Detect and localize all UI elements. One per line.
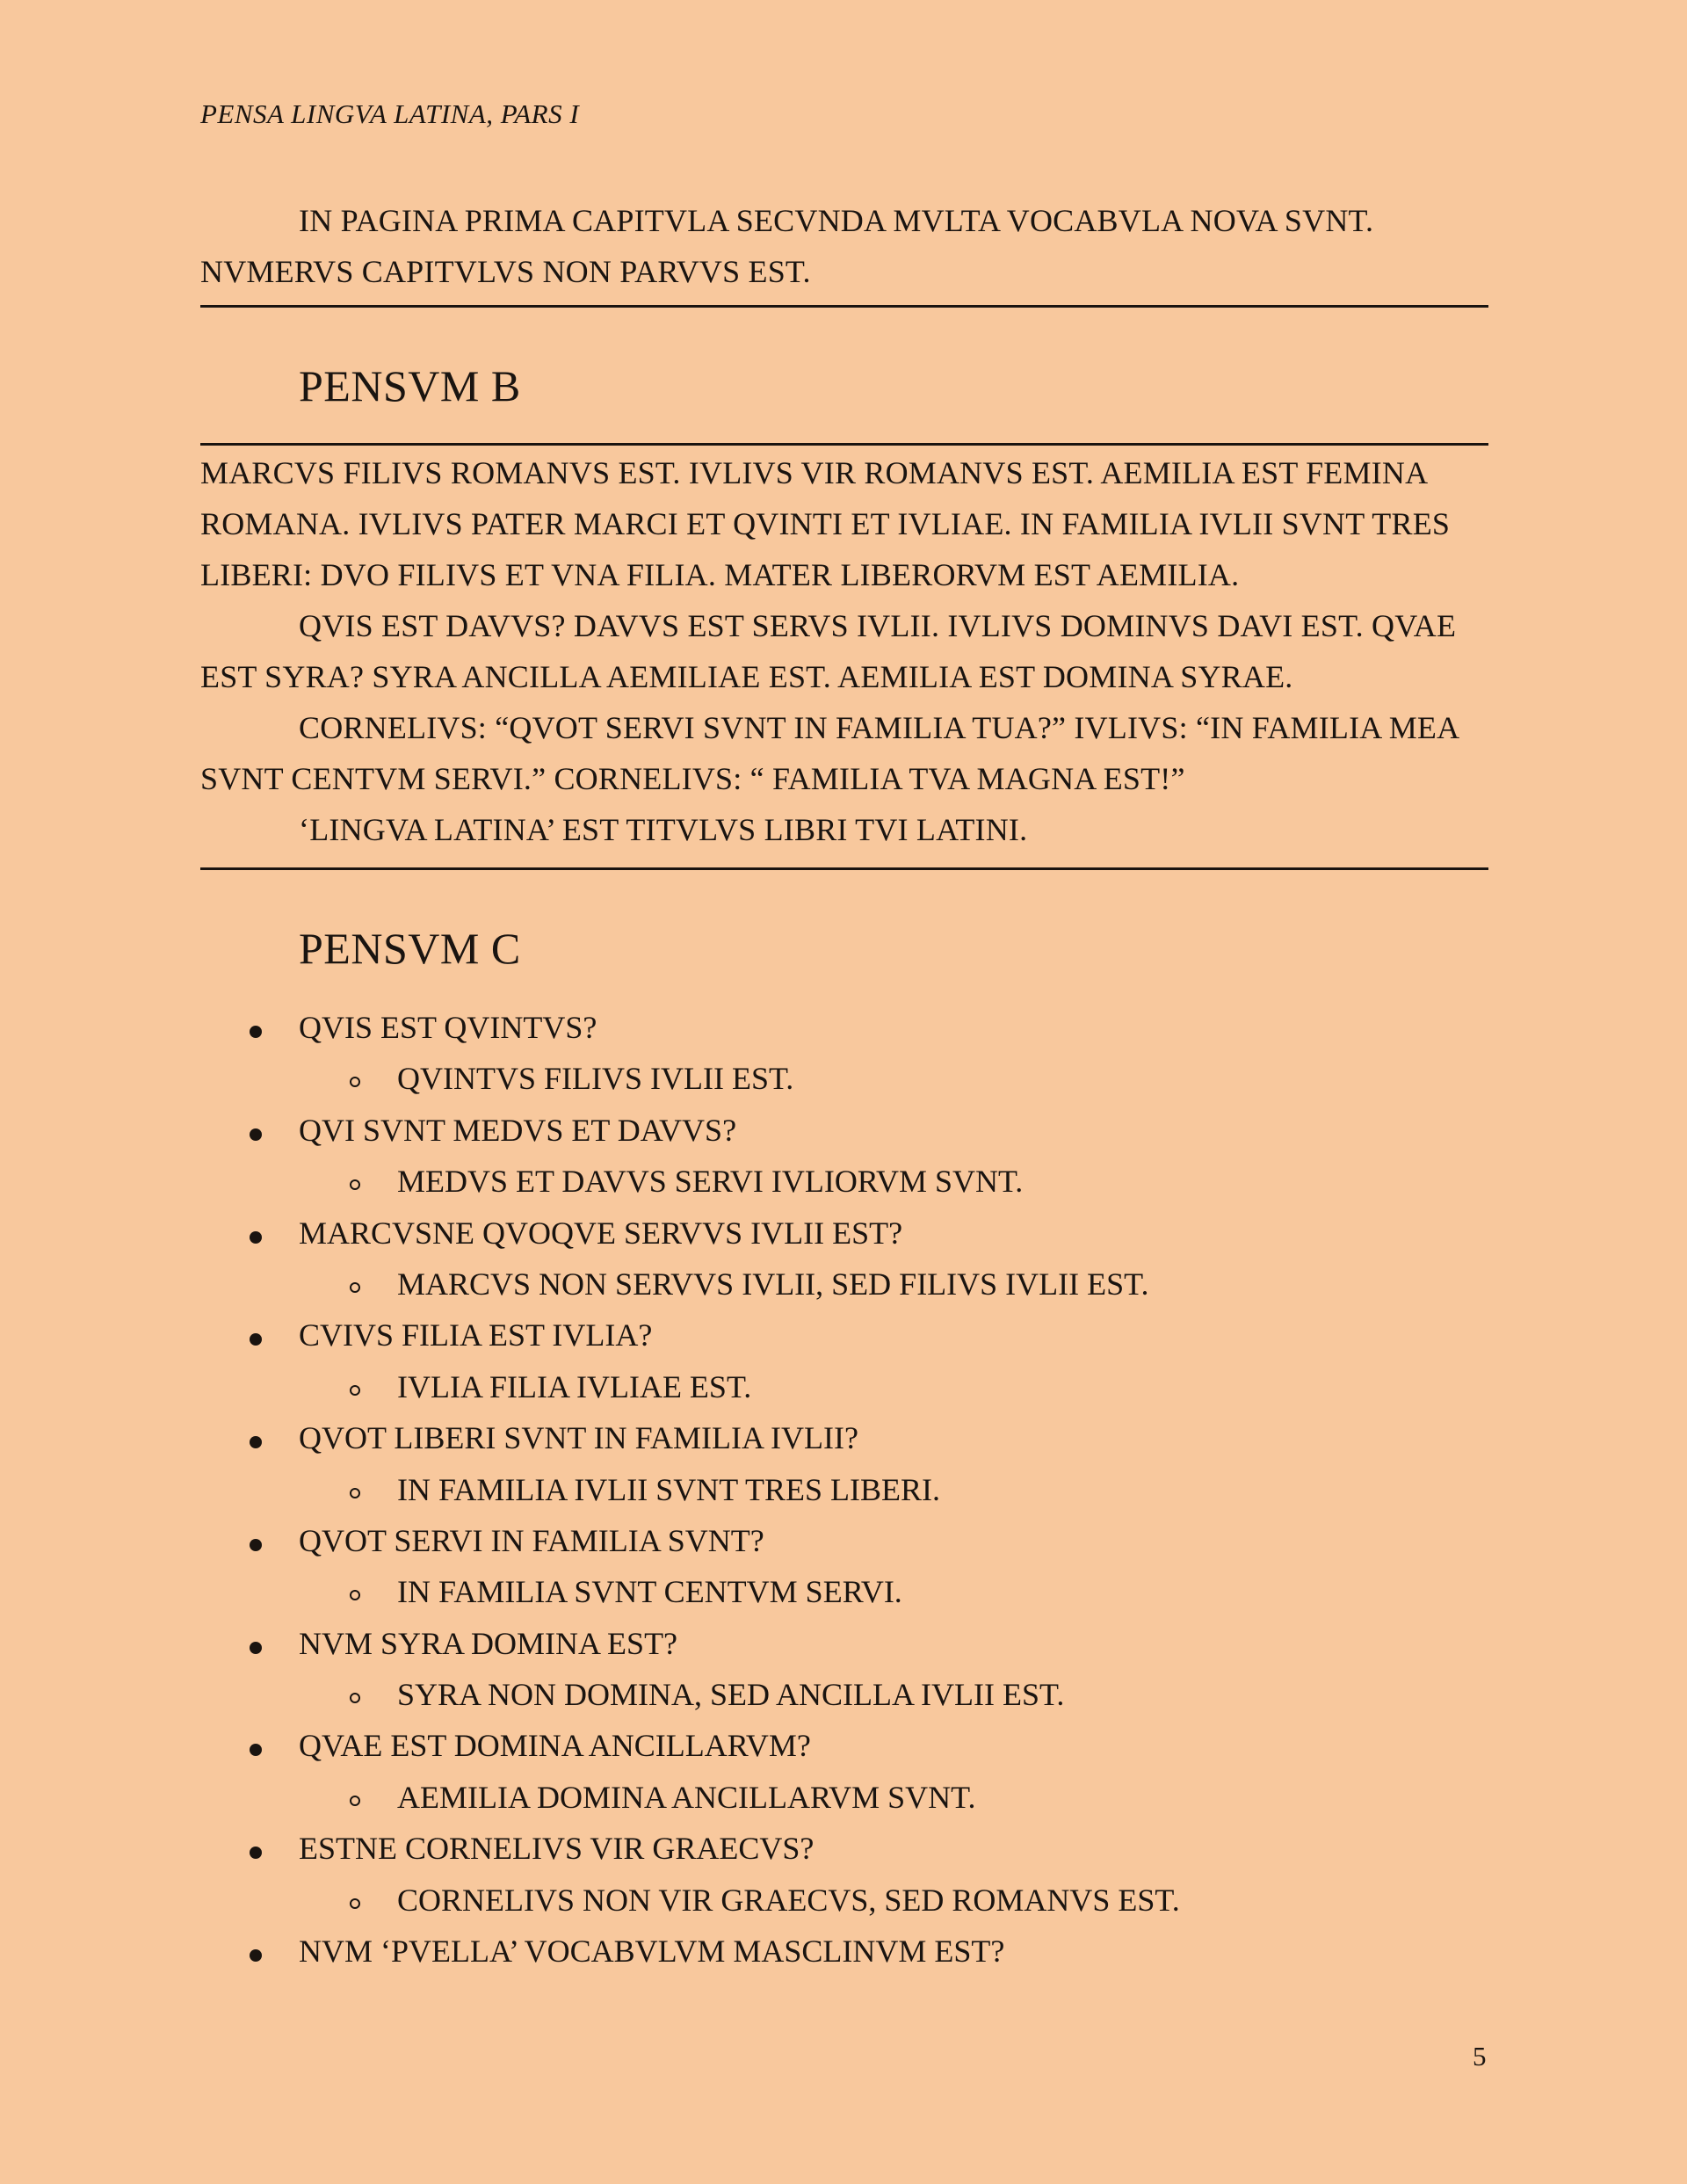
hollow-bullet-icon xyxy=(350,1693,360,1703)
question-text: NVM SYRA DOMINA EST? xyxy=(299,1625,678,1661)
bullet-icon xyxy=(250,1744,262,1756)
list-subitem xyxy=(200,1053,1488,1104)
intro-paragraph xyxy=(200,195,1488,297)
answer-text: QVINTVS FILIVS IVLII EST. xyxy=(397,1061,794,1097)
answer-text: MEDVS ET DAVVS SERVI IVLIORVM SVNT. xyxy=(397,1164,1024,1200)
bullet-icon xyxy=(250,1436,262,1448)
bullet-icon xyxy=(250,1333,262,1346)
page-number: 5 xyxy=(1473,2041,1487,2072)
bullet-icon xyxy=(250,1847,262,1859)
bullet-icon xyxy=(250,1949,262,1962)
pensum-b-paragraph-4: ‘LINGVA LATINA’ EST TITVLVS LIBRI TVI LATINI. xyxy=(299,812,1028,847)
question-text: QVIS EST QVINTVS? xyxy=(299,1010,597,1045)
section-divider xyxy=(200,867,1488,870)
question-text: ESTNE CORNELIVS VIR GRAECVS? xyxy=(299,1831,815,1867)
list-subitem xyxy=(200,1464,1488,1515)
section-divider xyxy=(200,305,1488,308)
bullet-icon xyxy=(250,1128,262,1141)
bullet-icon xyxy=(250,1539,262,1551)
bullet-icon xyxy=(250,1026,262,1038)
pensum-b-paragraph-1: MARCVS FILIVS ROMANVS EST. IVLIVS VIR ROMANVS EST. AEMILIA EST FEMINA ROMANA. IVLIVS PATER MARCI ET QVINTI ET IVLIAE. IN FAMILIA IVLII SVNT TRES LIBERI: DVO FILIVS ET VNA FILIA. MATER LIBERORVM EST AEMILIA. xyxy=(200,455,1451,592)
list-subitem xyxy=(200,1259,1488,1310)
answer-text: IN FAMILIA SVNT CENTVM SERVI. xyxy=(397,1574,902,1610)
pensum-b-paragraph-2: QVIS EST DAVVS? DAVVS EST SERVS IVLII. IVLIVS DOMINVS DAVI EST. QVAE EST SYRA? SYRA ANCILLA AEMILIAE EST. AEMILIA EST DOMINA SYRAE. xyxy=(200,608,1457,694)
running-header: PENSA LINGVA LATINA, PARS I xyxy=(200,98,580,129)
list-item xyxy=(200,1208,1488,1259)
hollow-bullet-icon xyxy=(350,1590,360,1600)
list-item xyxy=(200,1412,1488,1463)
list-item xyxy=(200,1720,1488,1771)
list-item xyxy=(200,1310,1488,1360)
answer-text: IVLIA FILIA IVLIAE EST. xyxy=(397,1368,752,1404)
question-text: MARCVSNE QVOQVE SERVVS IVLII EST? xyxy=(299,1215,903,1251)
hollow-bullet-icon xyxy=(350,1179,360,1190)
list-subitem xyxy=(200,1156,1488,1207)
list-item xyxy=(200,1823,1488,1874)
question-text: QVAE EST DOMINA ANCILLARVM? xyxy=(299,1728,811,1764)
question-text: CVIVS FILIA EST IVLIA? xyxy=(299,1317,653,1353)
list-subitem xyxy=(200,1566,1488,1617)
pensum-c-heading: PENSVM C xyxy=(299,924,521,973)
question-text: NVM ‘PVELLA’ VOCABVLVM MASCLINVM EST? xyxy=(299,1934,1005,1970)
list-subitem xyxy=(200,1875,1488,1926)
answer-text: AEMILIA DOMINA ANCILLARVM SVNT. xyxy=(397,1779,976,1815)
question-text: QVI SVNT MEDVS ET DAVVS? xyxy=(299,1112,737,1148)
list-item xyxy=(200,1926,1488,1977)
bullet-icon xyxy=(250,1231,262,1244)
list-subitem xyxy=(200,1669,1488,1720)
hollow-bullet-icon xyxy=(350,1488,360,1498)
question-text: QVOT SERVI IN FAMILIA SVNT? xyxy=(299,1522,764,1558)
list-item xyxy=(200,1105,1488,1156)
pensum-c-list xyxy=(200,1002,1488,1977)
hollow-bullet-icon xyxy=(350,1077,360,1087)
list-subitem xyxy=(200,1772,1488,1823)
list-item xyxy=(200,1515,1488,1566)
answer-text: MARCVS NON SERVVS IVLII, SED FILIVS IVLII EST. xyxy=(397,1266,1149,1302)
bullet-icon xyxy=(250,1642,262,1654)
intro-line-1: IN PAGINA PRIMA CAPITVLA SECVNDA MVLTA VOCABVLA NOVA SVNT. xyxy=(299,203,1374,238)
answer-text: CORNELIVS NON VIR GRAECVS, SED ROMANVS EST. xyxy=(397,1882,1180,1918)
question-text: QVOT LIBERI SVNT IN FAMILIA IVLII? xyxy=(299,1420,858,1456)
section-divider xyxy=(200,443,1488,446)
pensum-b-heading: PENSVM B xyxy=(299,361,521,410)
pensum-b-text xyxy=(200,447,1488,855)
answer-text: IN FAMILIA IVLII SVNT TRES LIBERI. xyxy=(397,1471,940,1507)
hollow-bullet-icon xyxy=(350,1385,360,1396)
hollow-bullet-icon xyxy=(350,1796,360,1806)
intro-line-2: NVMERVS CAPITVLVS NON PARVVS EST. xyxy=(200,254,811,289)
list-item xyxy=(200,1618,1488,1669)
hollow-bullet-icon xyxy=(350,1898,360,1909)
answer-text: SYRA NON DOMINA, SED ANCILLA IVLII EST. xyxy=(397,1677,1065,1713)
hollow-bullet-icon xyxy=(350,1282,360,1293)
list-item xyxy=(200,1002,1488,1053)
list-subitem xyxy=(200,1361,1488,1412)
pensum-b-paragraph-3: CORNELIVS: “QVOT SERVI SVNT IN FAMILIA TUA?” IVLIVS: “IN FAMILIA MEA SVNT CENTVM SERVI.” CORNELIVS: “ FAMILIA TVA MAGNA EST!” xyxy=(200,710,1459,796)
